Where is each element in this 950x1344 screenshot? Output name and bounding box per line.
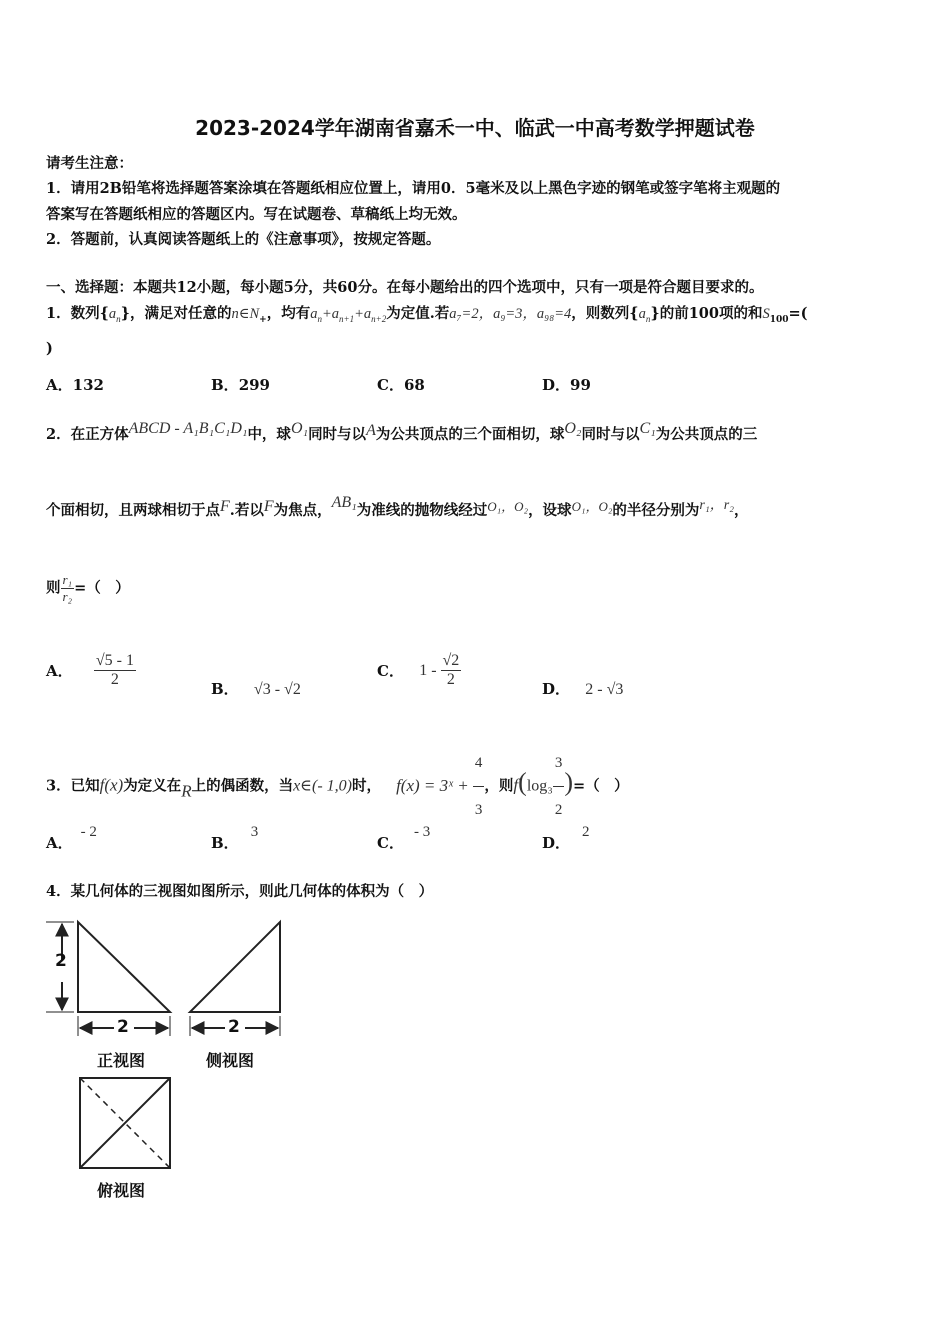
q3-option-d[interactable]: D．2 [542,824,590,852]
top-view [80,1078,170,1168]
q1-text: 1．数列{ [46,305,109,322]
q2-option-c[interactable]: C． 1 - $\frac{√2}{2}$ [377,652,460,688]
q1-text: ，则数列{ [571,305,639,322]
q3-log-fraction: $\frac{3}{2}$ [553,740,565,833]
q2-F2: F [263,498,274,515]
q1-an2: $a_n$ [638,306,651,324]
q1-an: a [108,306,117,322]
q2-C1: C₁ [639,420,656,437]
q2-option-b[interactable]: B． √3 - √2 [211,680,301,698]
q1-sum-term: $a_n+a_{n+1}+a_{n+2}$ [310,306,387,324]
q1-close-paren: ) [46,340,53,357]
q1-values: a₇=2，a₉=3，a₉₈=4 [449,306,572,322]
side-view-label: 侧视图 [206,1051,255,1070]
q2-O12-b: O₁，O₂ [571,499,613,514]
page-title: 2023-2024学年湖南省嘉禾一中、临武一中高考数学押题试卷 [195,116,755,140]
question-2-line-2: 个面相切，且两球相切于点F.若以F为焦点，AB₁为准线的抛物线经过O₁，O₂，设球O₁，O₂的半径分别为r₁，r₂， [46,494,749,519]
q1-S-sub: 100 [769,314,789,325]
q1-text: 为定值.若 [386,305,450,322]
q1-text: }，满足对任意的 [120,305,232,322]
q1-cond: n∈N [231,306,260,322]
q3-four-thirds: $\frac{4}{3}$ [473,740,485,833]
notice-heading: 请考生注意： [46,155,133,172]
q2-cube: ABCD - A₁B₁C₁D₁ [128,420,248,437]
q2-AB1: AB₁ [331,494,357,511]
q2-ratio-fraction: $\frac{\text{r₁}}{\text{r₂}}$ [62,572,73,604]
question-2-line-3: 则 $\frac{\text{r₁}}{\text{r₂}}$ =（ ） [46,572,130,604]
front-view [46,922,170,1038]
q3-f: f [513,775,519,795]
q3-fx: f(x) [99,775,124,795]
notice-line-3: 2．答题前，认真阅读答题纸上的《注意事项》，按规定答题。 [46,231,441,248]
q3-option-b[interactable]: B．3 [211,824,259,852]
q1-text: =( [788,305,808,322]
q2-O2: O₂ [564,420,582,437]
question-1 [46,302,808,325]
q2-O12: O₁，O₂ [487,499,529,514]
q2-option-a[interactable]: A． $\frac{√5 - 1}{2}$ [46,652,134,688]
q2-option-d[interactable]: D． 2 - √3 [542,680,624,698]
q2-r12: r₁，r₂ [699,498,735,513]
question-2-line-1: 2．在正方体ABCD - A₁B₁C₁D₁中，球O₁同时与以A为公共顶点的三个面相切，球O₂同时与以C₁为公共顶点的三 [46,420,758,443]
section-heading: 一、选择题：本题共12小题，每小题5分，共60分。在每小题给出的四个选项中，只有一项是符合题目要求的。 [46,279,764,296]
q3-option-a[interactable]: A．- 2 [46,824,97,852]
q3-cond: x∈(- 1,0) [293,777,353,795]
dim-height-label: 2 [55,951,67,971]
q1-S: S [762,306,770,322]
q1-an-sub: n [116,313,121,324]
front-view-label: 正视图 [97,1051,146,1070]
q3-log: log₃ [526,777,553,795]
q2-O1: O₁ [290,420,309,437]
q2-F: F [220,498,230,515]
dim-front-width-label: 2 [117,1017,129,1037]
dim-side-width-label: 2 [228,1017,240,1037]
notice-line-1: 1．请用2B铅笔将选择题答案涂填在答题纸相应位置上，请用0．5毫米及以上黑色字迹的钢笔或签字笔将主观题的 [46,180,781,197]
top-view-label: 俯视图 [97,1181,146,1200]
q1-text: }的前100项的和 [650,305,763,322]
q3-expr: f(x) = 3ˣ + [396,775,473,795]
q1-cond-sub: + [259,314,267,325]
question-4: 4．某几何体的三视图如图所示，则此几何体的体积为（ ） [46,883,434,900]
question-3: 3．已知f(x)为定义在R上的偶函数，当x∈(- 1,0)时， f(x) = 3ˣ + $\frac{4}{3}$ ，则f(log₃ $\frac{3}{2}$ )=（ ） [46,740,629,833]
three-view-figure [40,910,300,1210]
q1-option-c[interactable]: C．68 [377,376,425,394]
q2-A: A [366,422,376,439]
q3-R: R [181,781,192,801]
notice-line-2: 答案写在答题纸相应的答题区内。写在试题卷、草稿纸上均无效。 [46,206,467,223]
q1-option-b[interactable]: B．299 [211,376,270,394]
q1-option-d[interactable]: D．99 [542,376,591,394]
q1-text: ，均有 [266,305,311,322]
q1-option-a[interactable]: A．132 [46,376,104,394]
q3-option-c[interactable]: C．- 3 [377,824,431,852]
